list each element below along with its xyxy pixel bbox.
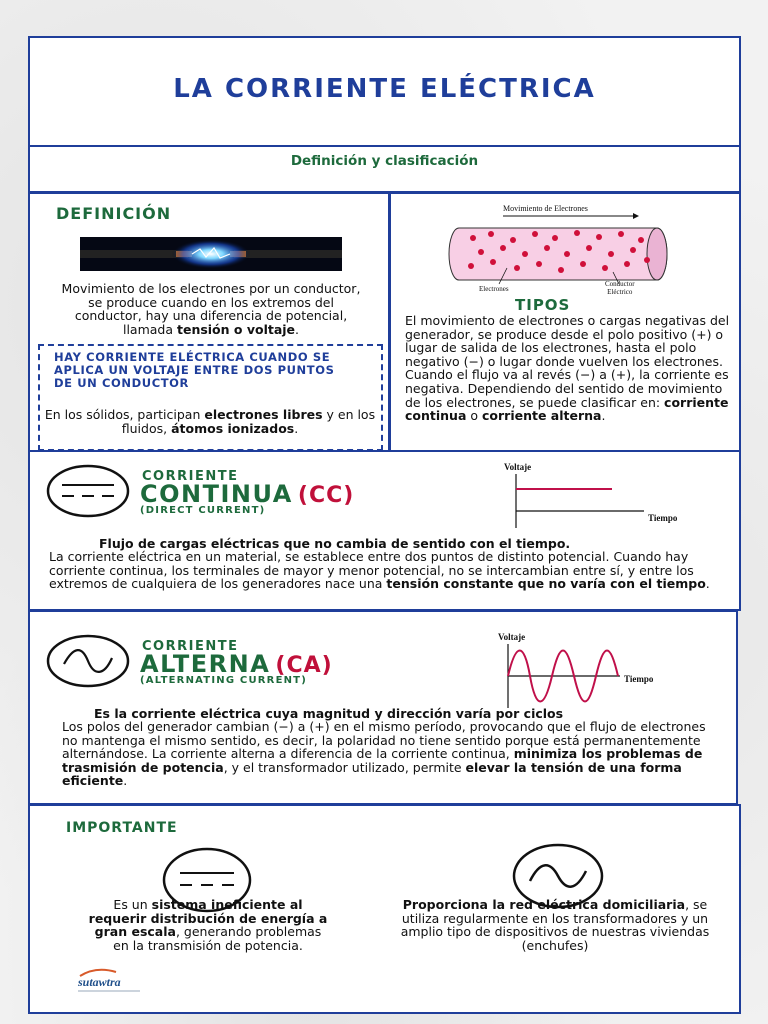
cc-abbr: (CC) [297,483,355,508]
cc-label-small: CORRIENTE [142,469,239,484]
electron-dot [596,234,602,240]
electron-dot [490,259,496,265]
cc-english: (DIRECT CURRENT) [140,505,266,516]
electron-dot [478,249,484,255]
ac-graph [488,630,688,710]
subtitle-box [28,145,741,193]
callout-note: En los sólidos, participan electrones libres y en los fluidos, átomos ionizados. [44,407,376,436]
callout-box [38,344,383,451]
dc-graph-y-label: Voltaje [504,462,532,472]
dc-graph-x-label: Tiempo [648,513,678,523]
ca-label-big: ALTERNA [140,650,271,678]
electron-dot [602,265,608,271]
electron-dot [470,235,476,241]
ca-text: Los polos del generador cambian (−) a (+) en el mismo período, provocando que el flujo de electrones no mantenga el mismo sentido, es decir, la polaridad no tiene sentido porque está permanentemente alternándose. La corriente alterna a diferencia de la corriente continua, minimiza los problemas de trasmisión de potencia, y el transformador utilizado, permite elevar la tensión de una forma eficiente. [62,719,706,789]
dc-symbol-icon [46,464,130,518]
electron-dot [580,261,586,267]
cc-text: La corriente eléctrica en un material, se establece entre dos puntos de distinto potencial. Cuando hay corriente continua, los terminales de mayor y menor potencial, no se intercambian entre sí, y entre los extremos de cualquiera de los generadores nace una tensión constante que no varía con el tiempo. [49,549,710,592]
tipos-box [389,192,741,452]
diagram-right-label: Conductor Eléctrico [605,280,635,296]
spark-image [80,237,342,271]
definicion-heading: DEFINICIÓN [56,204,172,223]
electron-dot [618,231,624,237]
cc-lead: Flujo de cargas eléctricas que no cambia de sentido con el tiempo. [99,536,571,551]
definicion-box [28,192,390,452]
electron-dot [536,261,542,267]
definicion-text: Movimiento de los electrones por un conductor, se produce cuando en los extremos del conductor, hay una diferencia de potencial, llamada tensión o voltaje. [61,281,361,337]
electron-dot [586,245,592,251]
electron-dot [564,251,570,257]
tipos-heading: TIPOS [515,296,571,314]
ac-graph-y-label: Voltaje [498,632,526,642]
electron-dot [644,257,650,263]
electron-dot [574,230,580,236]
electron-dot [638,237,644,243]
electron-dot [544,245,550,251]
electron-dot [522,251,528,257]
ca-english: (ALTERNATING CURRENT) [140,675,307,686]
brand-logo [76,966,156,994]
electron-dot [532,231,538,237]
electron-dot [558,267,564,273]
electron-dot [488,231,494,237]
brand-logo-text: sutawtra [78,975,121,989]
electron-dot [552,235,558,241]
electron-dot [630,247,636,253]
electron-dot [514,265,520,271]
cc-label-big: CONTINUA [140,480,293,508]
ca-label-small: CORRIENTE [142,639,239,654]
title-box [28,36,741,147]
ca-label-row [140,650,333,678]
page-title: LA CORRIENTE ELÉCTRICA [173,74,596,104]
electron-dot [624,261,630,267]
ac-symbol-icon [46,634,130,688]
callout-text: HAY CORRIENTE ELÉCTRICA CUANDO SE APLICA UN VOLTAJE ENTRE DOS PUNTOS DE UN CONDUCTOR [54,350,335,390]
ca-box [28,610,738,805]
electron-dot [468,263,474,269]
electron-dot [608,251,614,257]
ca-lead: Es la corriente eléctrica cuya magnitud y dirección varía por ciclos [94,706,564,721]
ca-abbr: (CA) [275,653,333,678]
dc-graph [492,458,690,532]
importante-left-text: Es un sistema ineficiente al requerir distribución de energía a gran escala, generando problemas en la transmisión de potencia. [88,897,328,953]
tipos-text: El movimiento de electrones o cargas negativas del generador, se produce desde el polo positivo (+) o lugar de salida de los electrones, hasta el polo negativo (−) o lugar donde vuelven los electrones. Cuando el flujo va al revés (−) a (+), la corriente es negativa. Dependiendo del sentido de movimiento de los electrones, se puede clasificar en: corriente continua o corriente alterna. [405,313,730,424]
cc-label-row [140,480,354,508]
ac-graph-x-label: Tiempo [624,674,654,684]
diagram-top-label: Movimiento de Electrones [503,204,588,213]
importante-box [28,804,741,1014]
cc-box [28,450,741,611]
importante-heading: IMPORTANTE [66,820,178,836]
subtitle: Definición y clasificación [290,153,479,169]
electron-diagram [443,202,679,294]
importante-right-text: Proporciona la red eléctrica domiciliaria, se utiliza regularmente en los transformadores y un amplio tipo de dispositivos de nuestras viviendas (enchufes) [400,897,710,953]
electron-dot [500,245,506,251]
electron-dot [510,237,516,243]
diagram-left-label: Electrones [479,285,509,293]
